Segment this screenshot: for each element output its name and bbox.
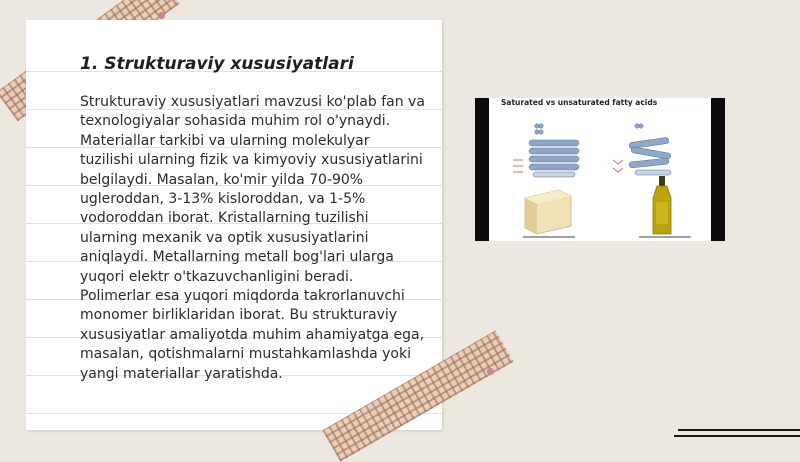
image-caption: Saturated vs unsaturated fatty acids bbox=[501, 98, 658, 107]
fatty-acids-illustration bbox=[489, 98, 711, 241]
saturated-molecule-icon bbox=[529, 124, 579, 177]
fatty-acids-image bbox=[475, 98, 725, 241]
tape-end-dot bbox=[158, 12, 165, 19]
image-content bbox=[489, 98, 711, 241]
butter-block-icon bbox=[525, 190, 571, 234]
decorative-lines bbox=[672, 424, 800, 444]
image-tiny-labels bbox=[523, 236, 691, 238]
unsaturated-chain-icons bbox=[613, 160, 623, 172]
tape-end-dot bbox=[487, 368, 494, 375]
slide-body-text: Strukturaviy xususiyatlari mavzusi ko'plab fan va texnologiyalar sohasida muhim rol o'ynaydi. Materiallar tarkibi va ularning molekulyar tuzilishi ularning fizik va kimyoviy xususiyatlarini belgilaydi. Masalan, ko'mir yilda 70-90% ugleroddan, 3-13% kisloroddan, va 1-5% vodoroddan iborat. Kristallarning tuzilishi ularning mexanik va optik xususiyatlarini aniqlaydi. Metallarning metall bog'lari ularga yuqori elektr o'tkazuvchanligini beradi. Polimerlar esa yuqori miqdorda takrorlanuvchi monomer birliklaridan iborat. Bu strukturaviy xususiyatlar amaliyotda muhim ahamiyatga ega, masalan, qotishmalarni mustahkamlashda yoki yangi materiallar yaratishda. bbox=[80, 94, 425, 382]
oil-bottle-icon bbox=[653, 176, 671, 234]
unsaturated-molecule-icon bbox=[629, 124, 671, 175]
slide-title: 1. Strukturaviy xususiyatlari bbox=[80, 54, 354, 74]
saturated-chain-icons bbox=[513, 160, 523, 172]
